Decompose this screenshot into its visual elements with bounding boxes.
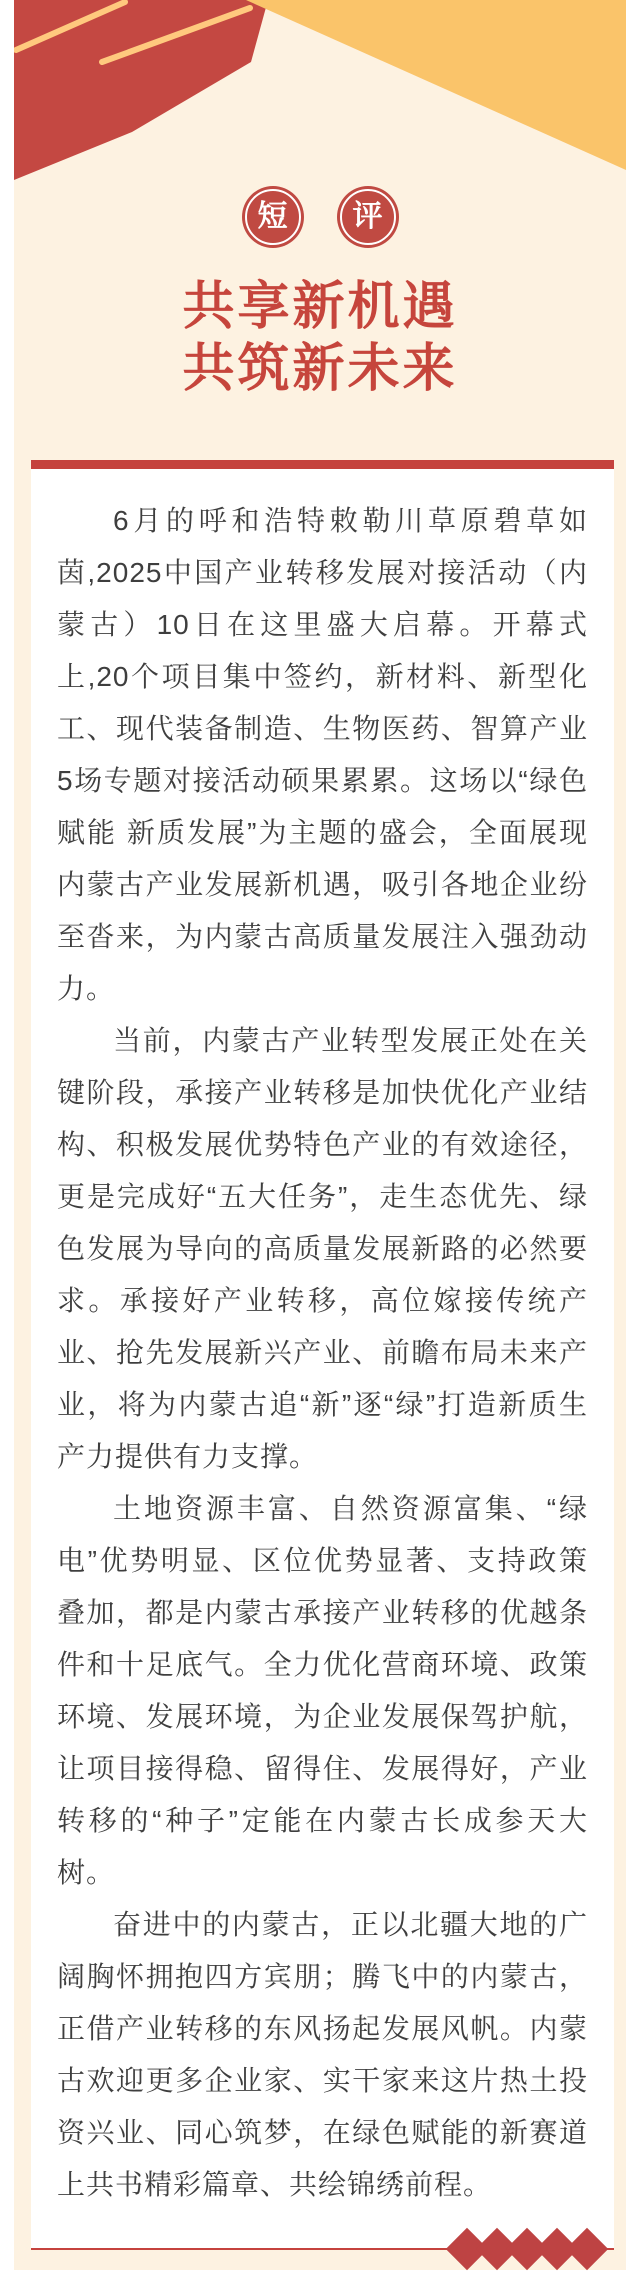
title-line-2: 共筑新未来 xyxy=(182,339,458,399)
badge-label: 评 xyxy=(352,200,383,233)
diamond-icon xyxy=(566,2228,608,2270)
paragraph-2: 当前，内蒙古产业转型发展正处在关键阶段，承接产业转移是加快优化产业结构、积极发展优势特色产业的有效途径，更是完成好“五大任务”，走生态优先、绿色发展为导向的高质量发展新路的必然要求。承接好产业转移，高位嫁接传统产业、抢先发展新兴产业、前瞻布局未来产业，将为内蒙古追“新”逐“绿”打造新质生产力提供有力支撑。 xyxy=(57,1025,588,1472)
paragraph-1: 6月的呼和浩特敕勒川草原碧草如茵,2025中国产业转移发展对接活动（内蒙古）10日在这里盛大启幕。开幕式上,20个项目集中签约，新材料、新型化工、现代装备制造、生物医药、智算产业5场专题对接活动硕果累累。这场以“绿色赋能 新质发展”为主题的盛会，全面展现内蒙古产业发展新机遇，吸引各地企业纷至沓来，为内蒙古高质量发展注入强劲动力。 xyxy=(57,505,588,1004)
title-line-1: 共享新机遇 xyxy=(182,277,458,337)
badge-circle-duan xyxy=(242,186,304,248)
article-content-block xyxy=(14,0,626,2270)
badge-circle-ping xyxy=(337,186,399,248)
paragraph-3: 土地资源丰富、自然资源富集、“绿电”优势明显、区位优势显著、支持政策叠加，都是内蒙古承接产业转移的优越条件和十足底气。全力优化营商环境、政策环境、发展环境，为企业发展保驾护航，让项目接得稳、留得住、发展得好，产业转移的“种子”定能在内蒙古长成参天大树。 xyxy=(57,1493,588,1888)
article-card xyxy=(31,460,614,2250)
badge-row xyxy=(14,186,626,248)
diamond-ornaments xyxy=(452,2234,602,2264)
yellow-triangle-shape xyxy=(246,0,626,170)
badge-label: 短 xyxy=(257,200,288,233)
article-title xyxy=(14,276,626,400)
red-ribbon-shape xyxy=(14,0,268,180)
paragraph-4: 奋进中的内蒙古，正以北疆大地的广阔胸怀拥抱四方宾朋；腾飞中的内蒙古，正借产业转移的东风扬起发展风帆。内蒙古欢迎更多企业家、实干家来这片热土投资兴业、同心筑梦，在绿色赋能的新赛道上共书精彩篇章、共绘锦绣前程。 xyxy=(57,1909,588,2200)
